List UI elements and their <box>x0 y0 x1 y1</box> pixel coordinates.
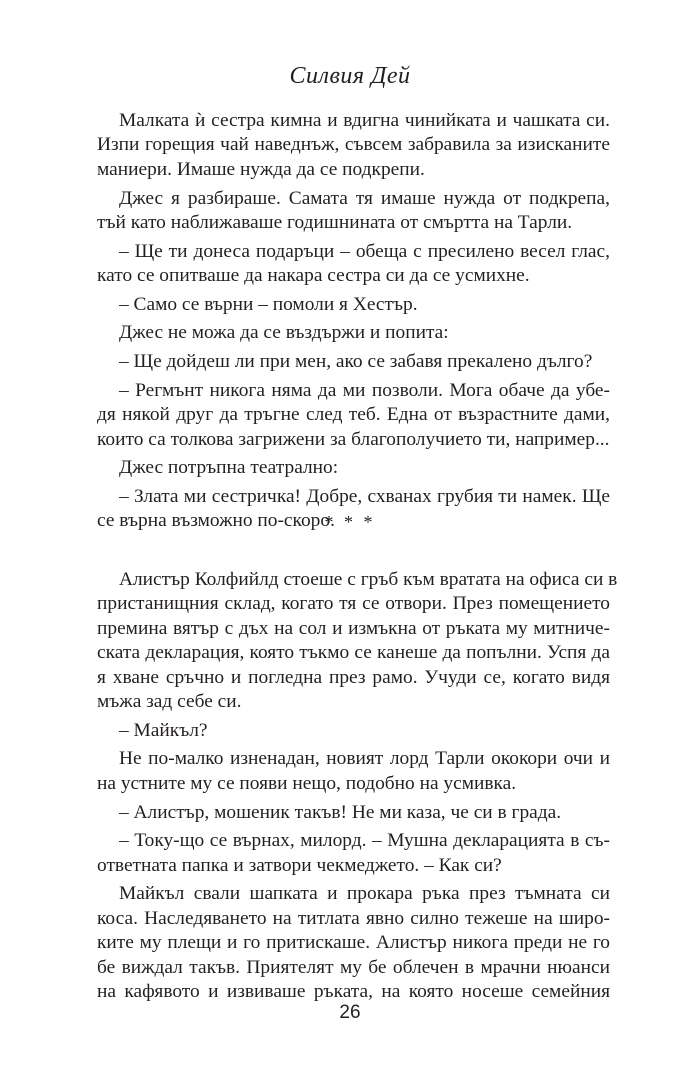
paragraph <box>97 456 610 480</box>
text-line: пристанищния склад, когато тя се отвори. През помещението <box>97 593 610 615</box>
text-line: Джес не можа да се въздържи и попита: <box>119 322 449 344</box>
paragraph <box>97 829 610 878</box>
paragraph <box>97 719 610 743</box>
text-line: се върна възможно по-скоро. <box>97 510 335 532</box>
text-line: Майкъл свали шапката и прокара ръка през тъмната си <box>119 883 610 905</box>
paragraph <box>97 293 610 317</box>
paragraph <box>97 187 610 236</box>
paragraph <box>97 350 610 374</box>
text-line: Джес я разбираше. Самата тя имаше нужда от подкрепа, <box>119 187 610 209</box>
text-line: я хване сръчно и погледна през рамо. Учуди се, когато видя <box>97 666 610 688</box>
text-line: на устните му се появи нещо, подобно на усмивка. <box>97 772 517 794</box>
text-line: – Регмънт никога няма да ми позволи. Мога обаче да убе- <box>119 379 610 401</box>
text-line: – Злата ми сестричка! Добре, схванах грубия ти намек. Ще <box>119 486 610 508</box>
text-line: бе виждал такъв. Приятелят му бе облечен в мрачни нюанси <box>97 956 610 978</box>
text-line: мъжа зад себе си. <box>97 691 242 713</box>
text-line: на кафявото и извиваше ръката, на която носеше семейния <box>97 980 610 1002</box>
paragraph <box>97 379 610 452</box>
text-section-1 <box>97 109 610 538</box>
text-line: Малката ѝ сестра кимна и вдигна чинийката и чашката си. <box>119 110 610 131</box>
paragraph <box>97 801 610 825</box>
paragraph <box>97 321 610 345</box>
text-line: – Ще ти донеса подаръци – обеща с пресилено весел глас, <box>119 240 610 262</box>
text-line: Джес потръпна театрално: <box>119 457 339 479</box>
text-line: маниери. Имаше нужда да се подкрепи. <box>97 158 425 180</box>
text-line: ската декларация, която тъкмо се канеше да попълни. Успя да <box>97 642 610 664</box>
text-line: тъй като наближаваше годишнината от смъртта на Тарли. <box>97 211 573 233</box>
text-line: – Майкъл? <box>119 719 208 741</box>
text-line: Изпи горещия чай наведнъж, съвсем забравила за изисканите <box>97 134 610 156</box>
text-line: – Току-що се върнах, милорд. – Мушна декларацията в съ- <box>119 830 610 852</box>
text-line: Не по-малко изненадан, новият лорд Тарли ококори очи и <box>119 748 610 770</box>
scene-break: * * * <box>324 512 376 532</box>
text-line: – Ще дойдеш ли при мен, ако се забавя прекалено дълго? <box>119 351 593 373</box>
paragraph <box>97 568 618 714</box>
text-line: – Алистър, мошеник такъв! Не ми каза, че си в града. <box>119 801 562 823</box>
text-line: ките му плещи и го притискаше. Алистър никога преди не го <box>97 932 610 954</box>
paragraph <box>97 240 610 289</box>
text-line: които са толкова загрижени за благополучието ти, например... <box>97 428 610 450</box>
text-section-2 <box>97 568 618 1009</box>
text-line: премина вятър с дъх на сол и измъкна от ръката му митниче- <box>97 617 610 639</box>
page-number: 26 <box>339 1002 361 1023</box>
text-line: коса. Наследяването на титлата явно силно тежеше на широ- <box>97 907 610 929</box>
text-line: като се опитваше да накара сестра си да се усмихне. <box>97 265 530 287</box>
paragraph <box>97 109 610 182</box>
text-line: ответната папка и затвори чекмеджето. – Как си? <box>97 854 502 876</box>
paragraph <box>97 882 610 1004</box>
text-line: Алистър Колфийлд стоеше с гръб към вратата на офиса си в <box>119 569 618 590</box>
text-line: – Само се върни – помоли я Хестър. <box>119 293 418 315</box>
text-line: дя някой друг да тръгне след теб. Една от възрастните дами, <box>97 404 610 426</box>
running-title: Силвия Дей <box>289 63 411 89</box>
paragraph <box>97 747 610 796</box>
